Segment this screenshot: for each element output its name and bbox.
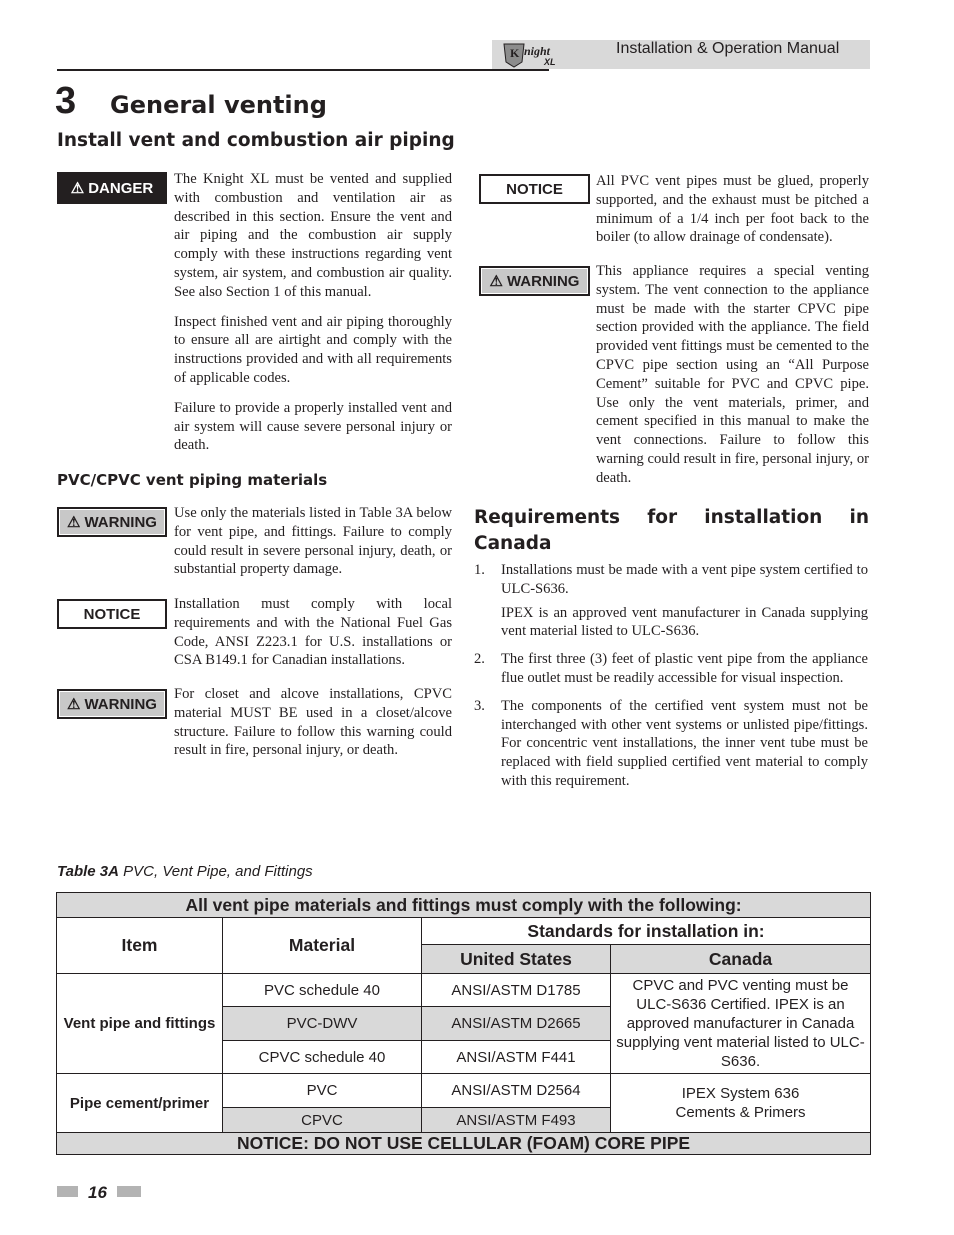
col-header-item: Item [57, 918, 223, 974]
svg-text:night: night [524, 44, 551, 58]
warning-badge-3: ⚠ WARNING [479, 266, 590, 296]
col-header-material: Material [223, 918, 422, 974]
page-number-bar-right [117, 1186, 141, 1197]
install-vent-heading: Install vent and combustion air piping [57, 130, 455, 151]
table-cell-us: ANSI/ASTM F441 [422, 1041, 611, 1074]
warning-triangle-icon: ⚠ [67, 514, 81, 531]
warning-1-text: Use only the materials listed in Table 3A below for vent pipe, and fittings. Failure to comply could result in severe personal injury, death, or substantial property damage. [174, 505, 452, 578]
table-cell-us: ANSI/ASTM D2564 [422, 1074, 611, 1108]
danger-paragraph-1: The Knight XL must be vented and supplied with combustion and ventilation air as described in this section. Ensure the vent and air piping and the combustion air supply comply with these instructions regarding vent system, air system, and combustion air quality. See also Section 1 of this manual. [174, 171, 452, 300]
table-cell-us: ANSI/ASTM D2665 [422, 1007, 611, 1041]
warning-triangle-icon: ⚠ [489, 273, 503, 290]
col-header-canada: Canada [611, 945, 871, 974]
notice-badge-1: NOTICE [57, 599, 167, 629]
notice-badge-2: NOTICE [479, 174, 590, 204]
table-banner: All vent pipe materials and fittings must comply with the following: [57, 893, 871, 918]
page-number-bar-left [57, 1186, 78, 1197]
canada-requirements-heading: Requirements for installation in Canada [474, 507, 869, 554]
table-caption: Table 3A PVC, Vent Pipe, and Fittings [57, 863, 313, 880]
warning-triangle-icon: ⚠ [70, 180, 85, 197]
warning-badge-1: ⚠ WARNING [57, 507, 167, 537]
pvc-materials-subheading: PVC/CPVC vent piping materials [57, 471, 328, 489]
list-item: 3. The components of the certified vent system must not be interchanged with other vent systems or unlisted pipe/fittings. For concentric vent installations, the inner vent tube must be replaced with field supplied certified vent material to comply with this requirement. [474, 697, 868, 789]
danger-paragraph-3: Failure to provide a properly installed vent and air system will cause severe personal injury or death. [174, 399, 452, 454]
section-number: 3 [55, 80, 77, 122]
warning-triangle-icon: ⚠ [67, 696, 81, 713]
table-cell-material: CPVC schedule 40 [223, 1041, 422, 1074]
vent-materials-table [56, 892, 871, 1155]
warning-3-text: This appliance requires a special venting system. The vent connection to the appliance must be made with the starter CPVC pipe section provided with the appliance. The field provided vent fittings must be cemented to the CPVC pipe section using an “All Purpose Cement” suitable for PVC and CPVC pipe. Use only the vent materials, primer, and cement specified in this manual to make the vent connections. Failure to follow this warning could result in fire, personal injury, or death. [596, 263, 869, 486]
table-cell-us: ANSI/ASTM D1785 [422, 974, 611, 1007]
table-cell-item: Pipe cement/primer [57, 1074, 223, 1133]
table-row [57, 974, 871, 1007]
table-row [57, 893, 871, 918]
section-title: General venting [110, 91, 327, 119]
table-row [57, 918, 871, 945]
danger-text [174, 170, 452, 455]
table-row [57, 1074, 871, 1108]
table-cell-item: Vent pipe and fittings [57, 974, 223, 1074]
col-header-standards: Standards for installation in: [422, 918, 871, 945]
list-item: 1. Installations must be made with a vent pipe system certified to ULC-S636. IPEX is an approved vent manufacturer in Canada supplying vent material listed to ULC-S636. [474, 562, 868, 640]
page-number: 16 [88, 1183, 107, 1202]
table-cell-material: PVC [223, 1074, 422, 1108]
table-row [57, 1133, 871, 1155]
svg-text:K: K [510, 46, 520, 60]
table-cell-material: PVC schedule 40 [223, 974, 422, 1007]
knight-xl-logo [500, 40, 580, 69]
table-footer-notice: NOTICE: DO NOT USE CELLULAR (FOAM) CORE PIPE [57, 1133, 871, 1155]
table-cell-canada: CPVC and PVC venting must be ULC-S636 Certified. IPEX is an approved manufacturer in Canada supplying vent material listed to ULC-S636. [611, 974, 871, 1074]
warning-2-text: For closet and alcove installations, CPVC material MUST BE used in a closet/alcove structure. Failure to follow this warning could result in fire, personal injury, or death. [174, 686, 452, 759]
manual-title: Installation & Operation Manual [616, 40, 840, 57]
col-header-us: United States [422, 945, 611, 974]
notice-1-text: Installation must comply with local requirements and with the National Fuel Gas Code, ANSI Z223.1 for U.S. installations or CSA B149.1 for Canadian installations. [174, 596, 452, 669]
table-cell-canada: IPEX System 636 Cements & Primers [611, 1074, 871, 1133]
danger-paragraph-2: Inspect finished vent and air piping thoroughly to ensure all are airtight and comply with the instructions provided and with all requirements of applicable codes. [174, 313, 452, 386]
danger-badge: ⚠ DANGER [57, 172, 167, 204]
notice-2-text: All PVC vent pipes must be glued, properly supported, and the exhaust must be pitched a minimum of a 1/4 inch per foot back to the boiler (to allow drainage of condensate). [596, 173, 869, 246]
svg-text:XL: XL [544, 57, 556, 67]
table-cell-material: PVC-DWV [223, 1007, 422, 1041]
table-cell-us: ANSI/ASTM F493 [422, 1108, 611, 1133]
table-cell-material: CPVC [223, 1108, 422, 1133]
list-item: 2. The first three (3) feet of plastic vent pipe from the appliance flue outlet must be readily accessible for visual inspection. [474, 651, 868, 686]
canada-requirements-list [474, 561, 868, 791]
header-rule [57, 69, 549, 71]
warning-badge-2: ⚠ WARNING [57, 689, 167, 719]
